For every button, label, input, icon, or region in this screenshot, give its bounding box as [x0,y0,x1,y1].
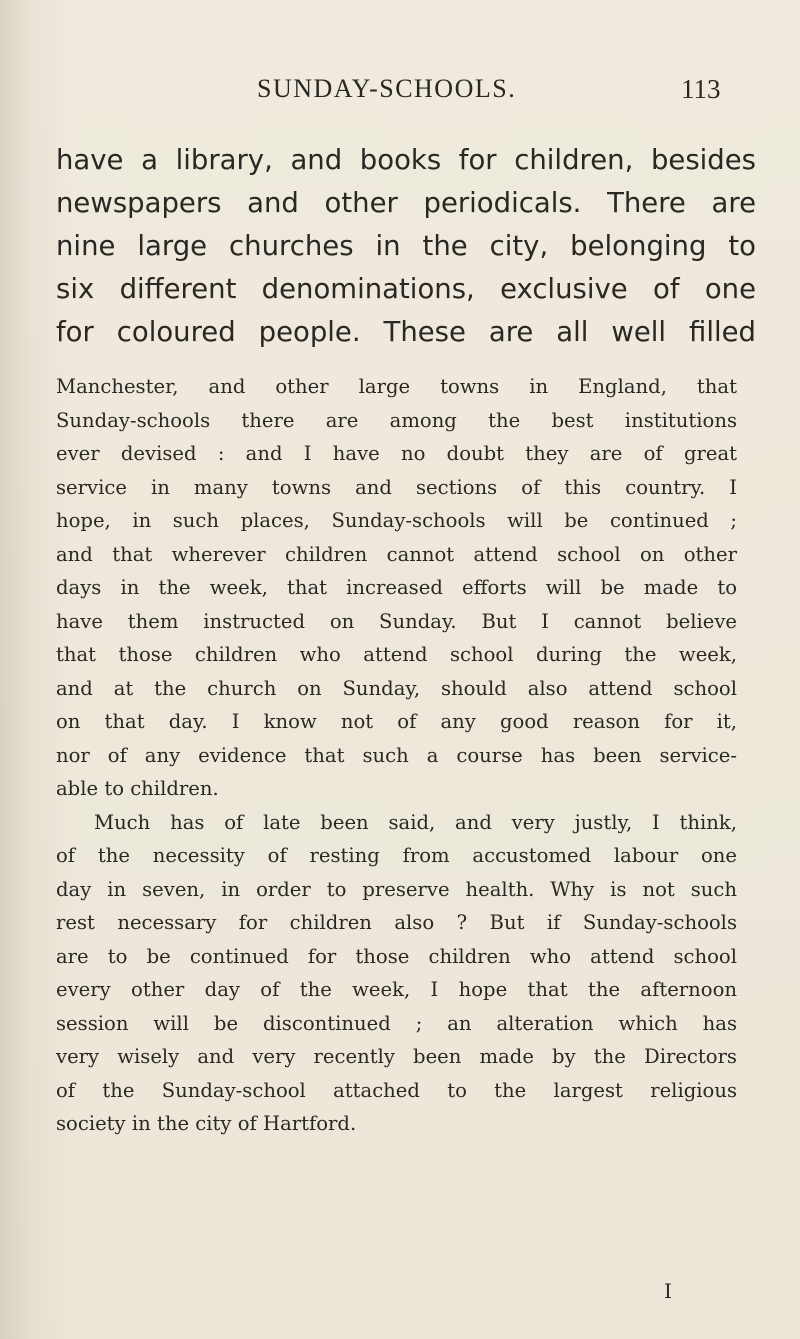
text-line: session will be discontinued ; an alteration which has [56,1011,737,1035]
running-title: SUNDAY-SCHOOLS. [257,74,517,103]
text-line: hope, in such places, Sunday-schools will be continued ; [56,509,737,532]
text-line: day in seven, in order to preserve health. Why is not such [56,877,737,901]
text-line: Sunday-schools there are among the best institutions [56,408,737,432]
text-line: very wisely and very recently been made by the Directors [56,1045,737,1068]
text-line: of the necessity of resting from accustomed labour one [56,844,737,867]
text-line: newspapers and other periodicals. There are [56,187,756,219]
text-line: service in many towns and sections of this country. I [56,475,737,499]
text-line: have them instructed on Sunday. But I cannot believe [56,609,737,633]
paragraph-end-line: society in the city of Hartford. [56,1112,357,1135]
page-number: 113 [681,74,721,104]
text-line: and at the church on Sunday, should also attend school [56,676,737,700]
body-text [56,370,737,1141]
text-line: and that wherever children cannot attend school on other [56,542,737,566]
text-line: that those children who attend school during the week, [56,643,737,666]
text-line: nor of any evidence that such a course has been service- [56,743,737,767]
text-line: are to be continued for those children who attend school [56,944,737,968]
running-head [0,74,800,110]
text-line: have a library, and books for children, besides [56,144,756,176]
paragraph-end-line: able to children. [56,777,219,800]
text-line: on that day. I know not of any good reason for it, [56,710,737,733]
large-type-paragraph [56,139,756,354]
text-line: ever devised : and I have no doubt they are of great [56,442,737,465]
text-line: Manchester, and other large towns in England, that [56,375,737,398]
text-line: days in the week, that increased efforts will be made to [56,576,737,599]
text-line: for coloured people. These are all well filled [56,316,756,348]
text-line: of the Sunday-school attached to the largest religious [56,1078,737,1102]
text-line: nine large churches in the city, belonging to [56,230,756,262]
text-line: every other day of the week, I hope that the afternoon [56,978,737,1001]
text-line: rest necessary for children also ? But if Sunday-schools [56,911,737,934]
paragraph-first-line: Much has of late been said, and very justly, I think, [94,810,737,834]
text-line: six different denominations, exclusive of one [56,273,756,305]
signature-mark: I [664,1279,672,1303]
